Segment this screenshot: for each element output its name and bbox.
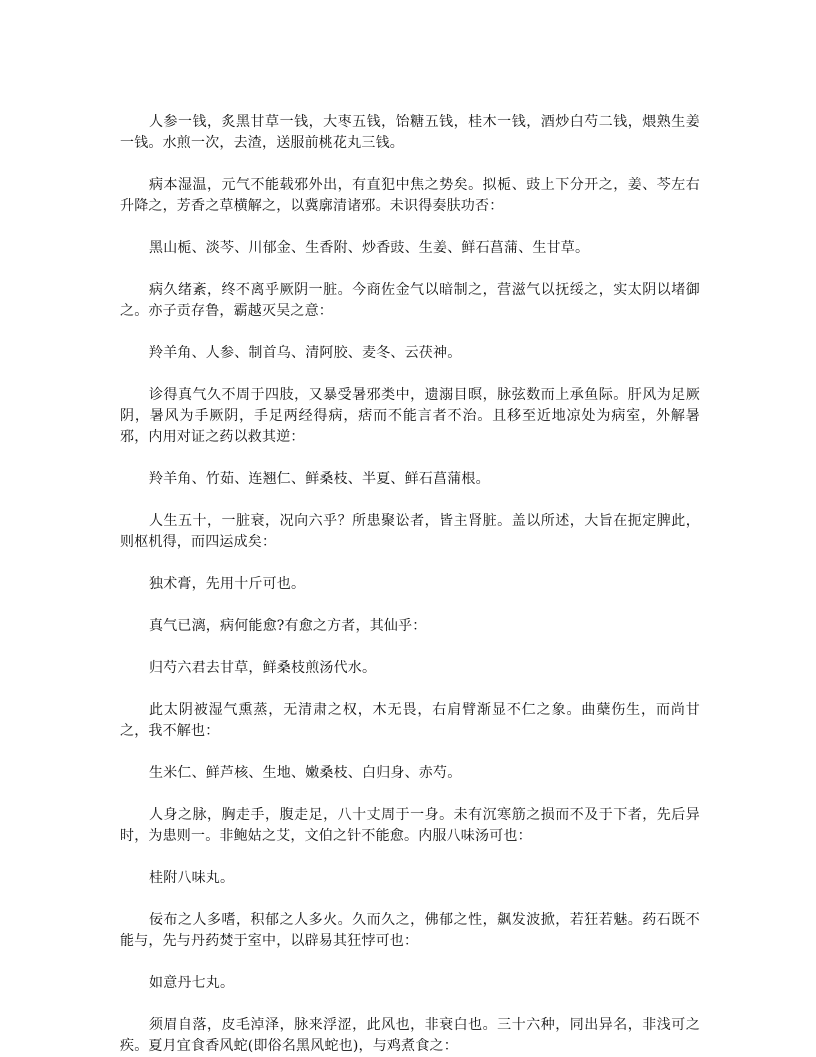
paragraph-case-damp-warmth: 病本湿温，元气不能载邪外出，有直犯中焦之势矣。拟栀、豉上下分开之，姜、芩左右升降之，芳香之草横解之，以冀廓清诸邪。未识得奏肤功否： <box>120 177 700 214</box>
paragraph-prescription-4: 羚羊角、竹茹、连翘仁、鲜桑枝、半夏、鲜石菖蒲根。 <box>149 471 490 487</box>
paragraph-prescription-3: 羚羊角、人参、制首乌、清阿胶、麦冬、云茯神。 <box>149 345 462 361</box>
paragraph-prescription-8: 桂附八味丸。 <box>149 870 235 886</box>
paragraph-case-jueyin: 病久绪紊，终不离乎厥阴一脏。今商佐金气以暗制之，营滋气以抚绥之，实太阴以堵御之。亦子贡存鲁，霸越灭吴之意： <box>120 282 700 319</box>
document-body <box>120 112 700 1057</box>
paragraph-prescription-5: 独术膏，先用十斤可也。 <box>149 576 306 592</box>
paragraph-case-summer-heat: 诊得真气久不周于四肢，又暴受暑邪类中，遗溺目暝，脉弦数而上承鱼际。肝风为足厥阴，暑风为手厥阴，手足两经得病，痞而不能言者不治。且移至近地凉处为病室，外解暑邪，内用对证之药以救其逆： <box>120 387 700 445</box>
paragraph-case-taiyin: 此太阴被湿气熏蒸，无清肃之权，木无畏，右肩臂渐显不仁之象。曲蘖伤生，而尚甘之，我不解也： <box>120 702 700 739</box>
paragraph-case-meridians: 人身之脉，胸走手，腹走足，八十丈周于一身。未有沉寒筋之损而不及于下者，先后异时，为患则一。非鲍姑之艾，文伯之针不能愈。内服八味汤可也： <box>120 807 700 844</box>
paragraph-case-depression: 佞布之人多嗜，积郁之人多火。久而久之，佛郁之性，飙发波掀，若狂若魅。药石既不能与，先与丹药焚于室中，以辟易其狂悖可也： <box>120 912 700 949</box>
paragraph-prescription-9: 如意丹七丸。 <box>149 975 235 991</box>
paragraph-case-qi-exhausted: 真气已漓，病何能愈?有愈之方者，其仙乎： <box>149 618 427 634</box>
paragraph-case-wind: 须眉自落，皮毛淖泽，脉来浮涩，此风也，非衰白也。三十六种，同出异名，非浅可之疾。夏月宜食香风蛇(即俗名黑风蛇也)，与鸡煮食之： <box>120 1017 700 1054</box>
paragraph-case-fifty: 人生五十，一脏衰，况向六乎？所患聚讼者，皆主肾脏。盖以所述，大旨在扼定脾此，则枢机得，而四运成矣： <box>120 513 700 550</box>
paragraph-prescription-6: 归芍六君去甘草，鲜桑枝煎汤代水。 <box>149 660 377 676</box>
paragraph-prescription-7: 生米仁、鲜芦核、生地、嫩桑枝、白归身、赤芍。 <box>149 765 462 781</box>
paragraph-prescription-2: 黑山栀、淡芩、川郁金、生香附、炒香豉、生姜、鲜石菖蒲、生甘草。 <box>149 240 590 256</box>
paragraph-prescription-1: 人参一钱，炙黑甘草一钱，大枣五钱，饴糖五钱，桂木一钱，酒炒白芍二钱，煨熟生姜一钱。水煎一次，去渣，送服前桃花丸三钱。 <box>120 114 700 151</box>
